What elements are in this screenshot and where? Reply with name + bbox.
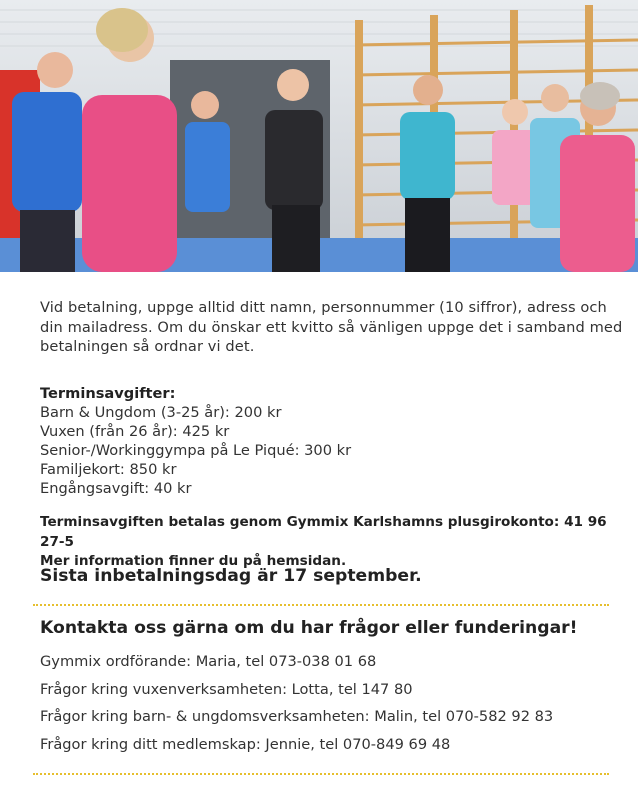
payment-info [40,513,630,572]
fee-item: Barn & Ungdom (3-25 år): 200 kr [40,404,282,421]
fee-item: Vuxen (från 26 år): 425 kr [40,423,230,440]
contact-item: Frågor kring barn- & ungdomsverksamheten: Malin, tel 070-582 92 83 [40,708,554,725]
more-info-line: Mer information finner du på hemsidan. [40,553,347,569]
fee-item: Familjekort: 850 kr [40,461,177,478]
contact-list [40,652,630,762]
contact-heading: Kontakta oss gärna om du har frågor eller funderingar! [40,618,578,638]
dotted-divider [33,773,609,775]
dotted-divider [33,604,609,606]
contact-item: Gymmix ordförande: Maria, tel 073-038 01 68 [40,653,377,670]
fees-heading: Terminsavgifter: [40,385,176,402]
fee-item: Senior-/Workinggympa på Le Piqué: 300 kr [40,442,352,459]
contact-item: Frågor kring vuxenverksamheten: Lotta, tel 147 80 [40,680,413,698]
photo-illustration [0,0,638,272]
payment-deadline: Sista inbetalningsdag är 17 september. [40,566,422,586]
payment-instructions: Vid betalning, uppge alltid ditt namn, personnummer (10 siffror), adress och din mailadress. Om du önskar ett kvitto så vänligen uppge det i samband med betalningen så ordnar vi det. [40,299,623,355]
contact-item: Frågor kring ditt medlemskap: Jennie, tel 070-849 69 48 [40,735,451,753]
fee-item: Engångsavgift: 40 kr [40,480,192,497]
group-exercise-photo [0,0,638,272]
plusgiro-line: Terminsavgiften betalas genom Gymmix Karlshamns plusgirokonto: 41 96 27-5 [40,514,607,550]
fees-section [40,384,620,498]
